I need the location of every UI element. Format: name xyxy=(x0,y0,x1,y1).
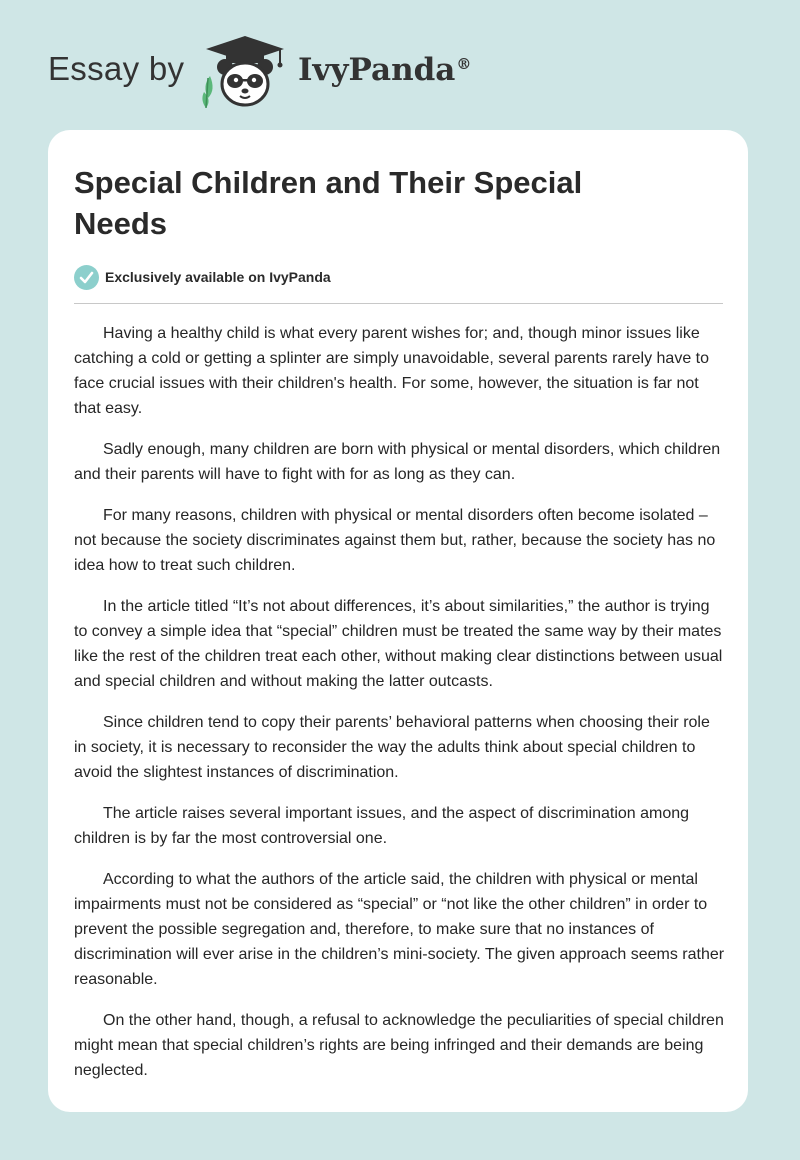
essay-by-label: Essay by xyxy=(48,50,185,87)
site-header xyxy=(48,30,548,110)
exclusive-label: Exclusively available on IvyPanda xyxy=(105,269,331,285)
paragraph: In the article titled “It’s not about differences, it’s about similarities,” the author is trying to convey a simple idea that “special” children must be treated the same way by their mates like the rest of the children treat each other, without making clear distinctions between usual and special children and without making the latter outcasts. xyxy=(74,598,723,690)
divider xyxy=(74,303,723,304)
exclusive-badge xyxy=(74,264,331,290)
paragraph: Sadly enough, many children are born with physical or mental disorders, which children and their parents will have to fight with for as long as they can. xyxy=(74,441,721,483)
paragraph: The article raises several important issues, and the aspect of discrimination among children is by far the most controversial one. xyxy=(74,805,690,847)
page-title: Special Children and Their Special Needs xyxy=(74,165,583,241)
check-icon xyxy=(74,265,99,290)
essay-body xyxy=(74,321,726,1099)
paragraph: For many reasons, children with physical or mental disorders often become isolated – not because the society discriminates against them but, rather, because the society has no idea how to treat such children. xyxy=(74,507,716,574)
panda-graduate-icon[interactable] xyxy=(200,34,290,110)
essay-card xyxy=(48,130,748,1112)
paragraph: Since children tend to copy their parents’ behavioral patterns when choosing their role in society, it is necessary to reconsider the way the adults think about special children to avoid the slightest instances of discrimination. xyxy=(74,714,710,781)
paragraph: According to what the authors of the article said, the children with physical or mental impairments must not be considered as “special” or “not like the other children” in order to prevent the possible segregation and, therefore, to make sure that no instances of discrimination will ever arise in the children’s mini-society. The given approach seems rather reasonable. xyxy=(74,871,725,988)
brand-name[interactable]: IvyPanda® xyxy=(298,52,472,88)
paragraph: Having a healthy child is what every parent wishes for; and, though minor issues like catching a cold or getting a splinter are simply unavoidable, several parents rarely have to face crucial issues with their children's health. For some, however, the situation is far not that easy. xyxy=(74,325,710,417)
registered-mark: ® xyxy=(456,54,472,73)
paragraph: On the other hand, though, a refusal to acknowledge the peculiarities of special children might mean that special children’s rights are being infringed and their demands are being neglected. xyxy=(74,1012,724,1079)
